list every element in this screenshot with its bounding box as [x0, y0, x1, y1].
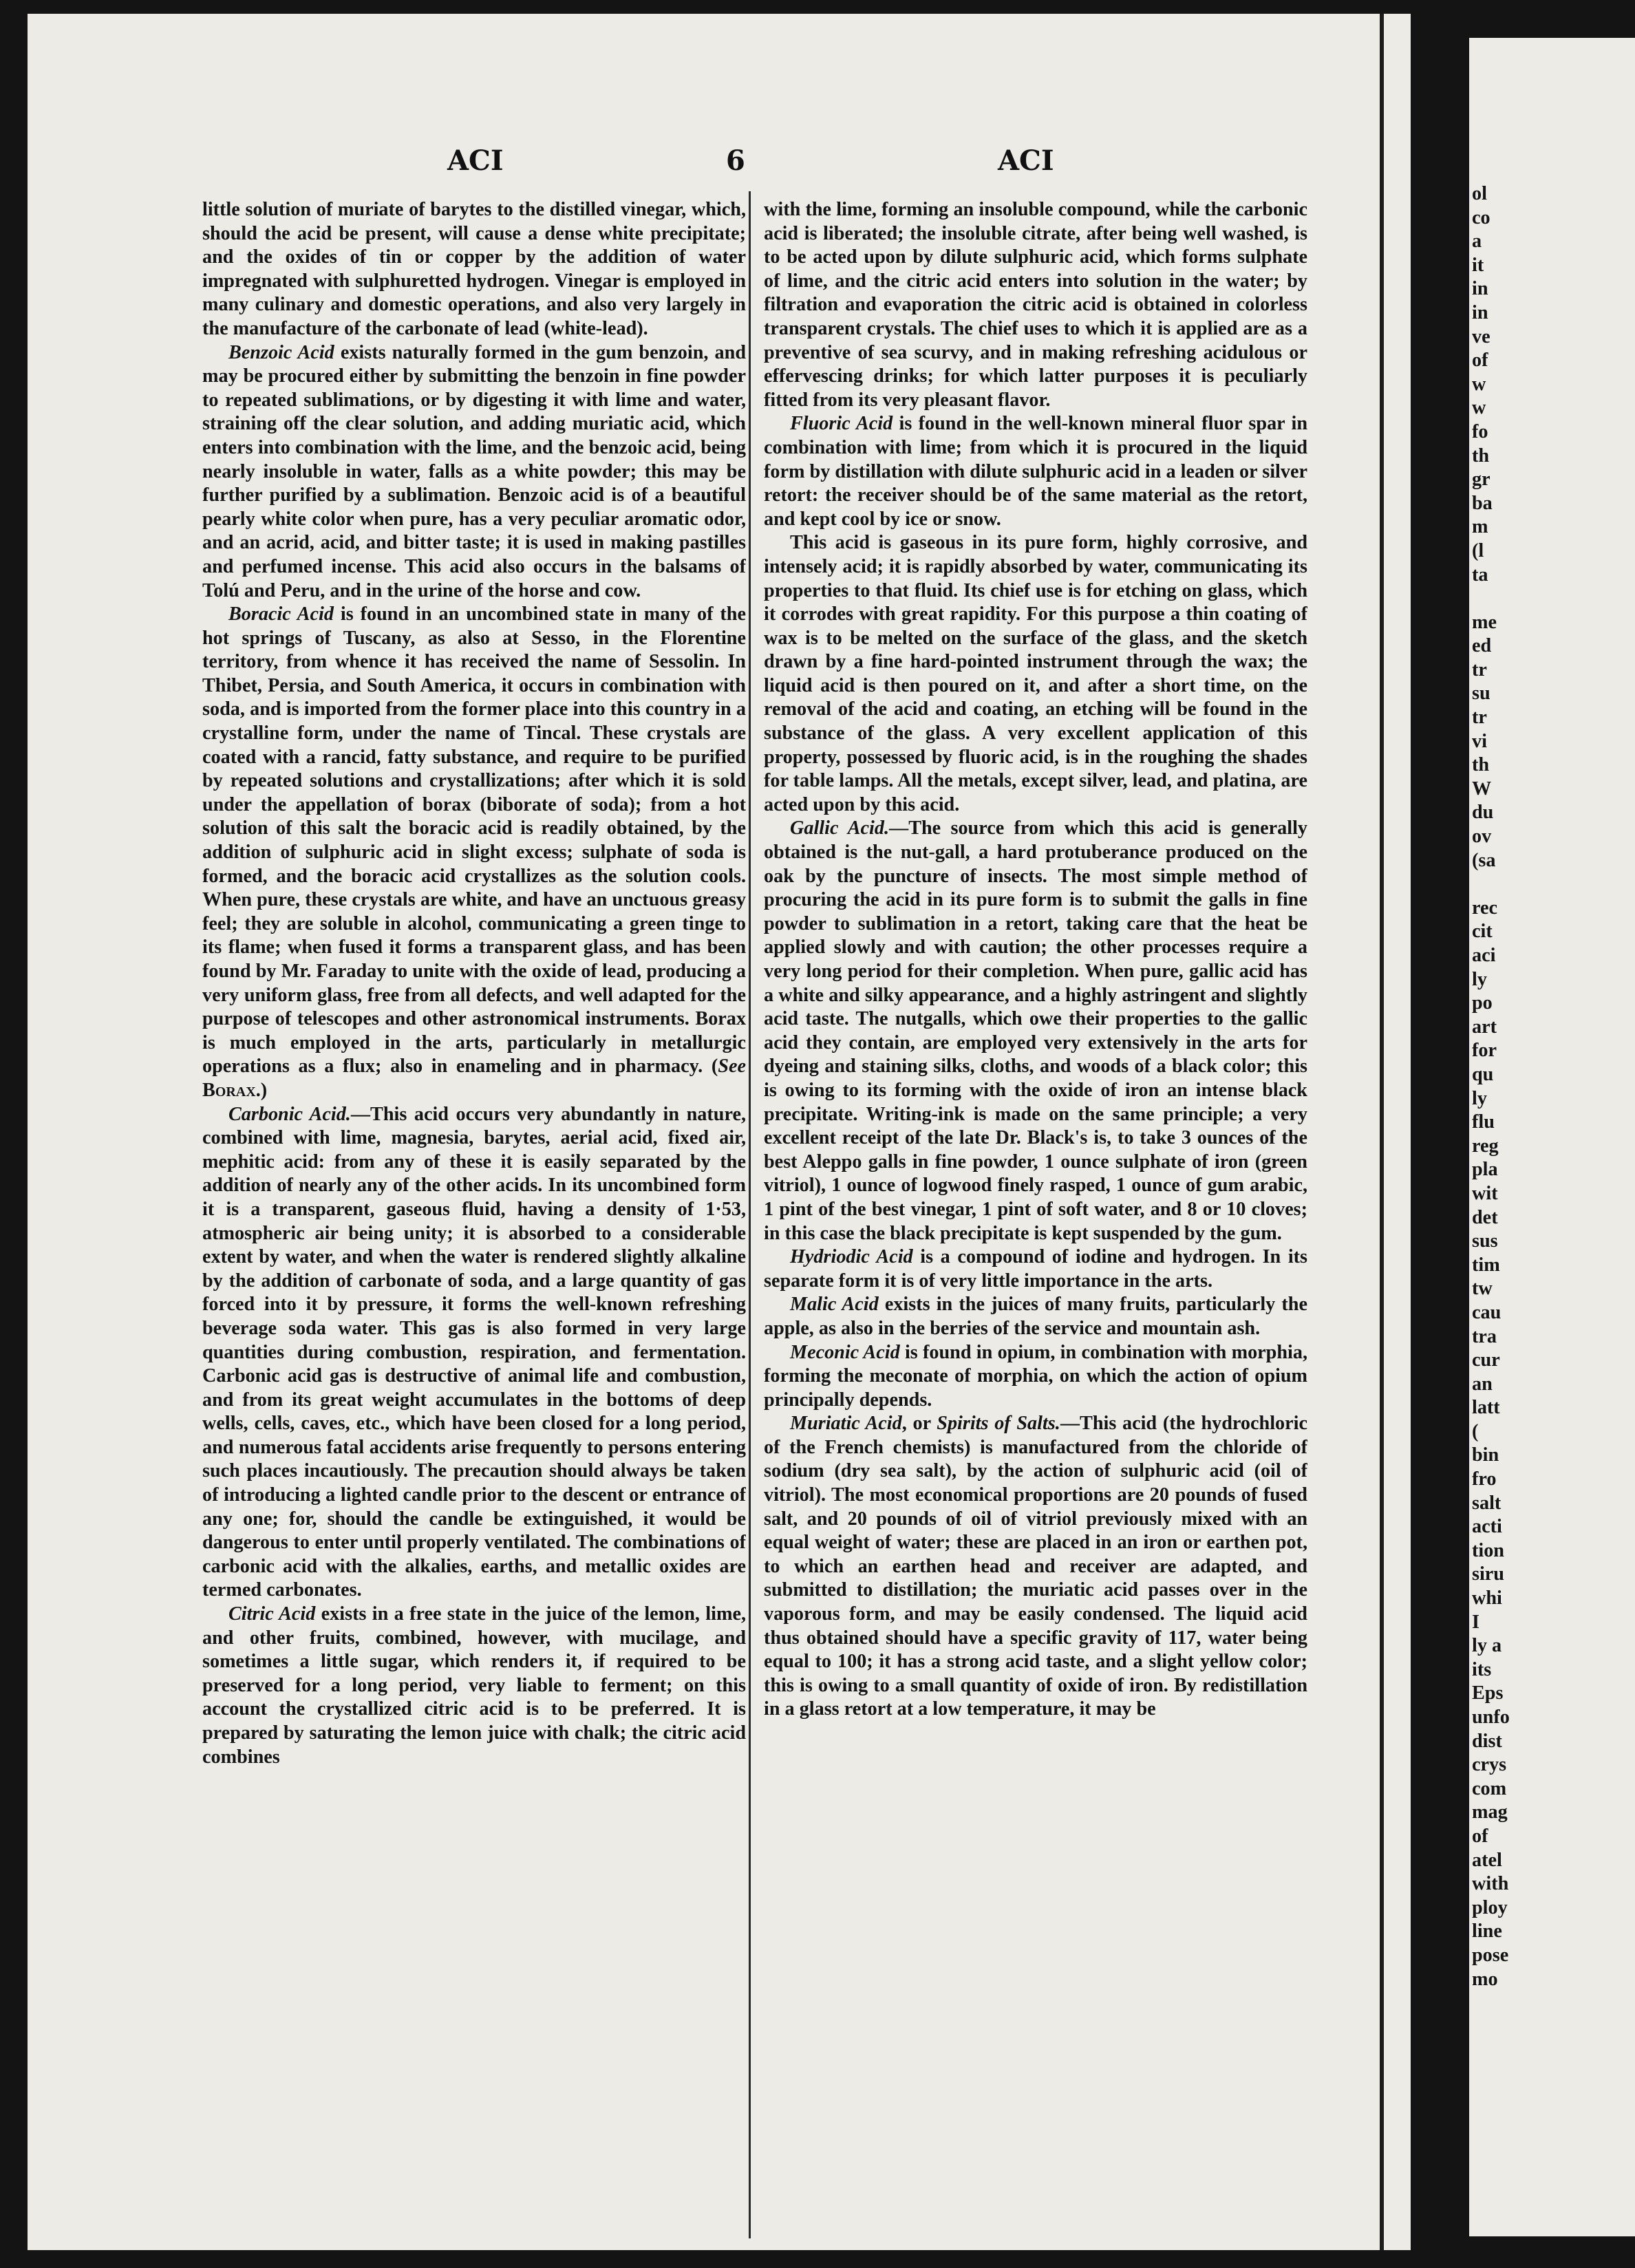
term-citric-acid: Citric Acid	[228, 1603, 316, 1625]
right-column	[764, 198, 1307, 2235]
term-malic-acid: Malic Acid	[790, 1294, 879, 1316]
left-column	[202, 198, 746, 2235]
book-page	[28, 14, 1411, 2250]
term-hydriodic-acid: Hydriodic Acid	[790, 1246, 913, 1268]
term-spirits-of-salts: Spirits of Salts.	[937, 1413, 1060, 1435]
paragraph-boracic-acid: Boracic Acid is found in an uncombined state in many of the hot springs of Tuscany, as also at Sesso, in the Florentine territory, from whence it has received the name of Sessolin. In Thibet, Persia, and South America, it occurs in combination with soda, and is imported from the former place into this country in a crystalline form, under the name of Tincal. These crystals are coated with a rancid, fatty substance, and require to be purified by repeated solutions and crystallizations; after which it is sold under the appellation of borax (biborate of soda); from a hot solution of this salt the boracic acid is readily obtained, by the addition of sulphuric acid in slight excess; sulphate of soda is formed, and the boracic acid crystallizes as the solution cools. When pure, these crystals are white, and have an unctuous greasy feel; they are soluble in alcohol, communicating a green tinge to its flame; when fused it forms a transparent glass, and has been found by Mr. Faraday to unite with the oxide of lead, producing a very uniform glass, free from all defects, and well adapted for the purpose of telescopes and other astronomical instruments. Borax is much employed in the arts, particularly in metallurgic operations as a flux; also in enameling and in pharmacy. (See Borax.)	[202, 603, 746, 1101]
paragraph-carbonic-acid: Carbonic Acid.—This acid occurs very abundantly in nature, combined with lime, magnesia, barytes, aerial acid, fixed air, mephitic acid: from any of these it is easily separated by the addition of nearly any of the other acids. In its uncombined form it is a transparent, gaseous fluid, having a density of 1·53, atmospheric air being unity; it is absorbed to a considerable extent by water, and when the water is rendered slightly alkaline by the addition of carbonate of soda, and a large quantity of gas forced into it by pressure, it forms the well-known refreshing beverage soda water. This gas is also formed in very large quantities during combustion, respiration, and fermentation. Carbonic acid gas is destructive of animal life and combustion, and from its great weight accumulates in the bottoms of deep wells, cells, caves, etc., which have been closed for a long period, and numerous fatal accidents arise frequently to persons entering such places incautiously. The precaution should always be taken of introducing a lighted candle prior to the descent or entrance of any one; for, should the candle be extinguished, it would be dangerous to enter until properly ventilated. The combinations of carbonic acid with the alkalies, earths, and metallic oxides are termed carbonates.	[202, 1103, 746, 1601]
running-head	[28, 145, 1411, 186]
running-head-right: ACI	[998, 145, 1054, 177]
cross-reference-borax: Borax	[202, 1079, 256, 1101]
adjacent-page-edge	[1469, 38, 1635, 2236]
term-muriatic-acid: Muriatic Acid	[790, 1413, 902, 1435]
running-head-left: ACI	[447, 145, 504, 177]
column-divider	[749, 191, 751, 2238]
paragraph-malic-acid: Malic Acid exists in the juices of many fruits, particularly the apple, as also in the berries of the service and mountain ash.	[764, 1294, 1307, 1339]
page-edge-shadow	[1380, 14, 1384, 2250]
paragraph-fluoric-acid-uses: This acid is gaseous in its pure form, highly corrosive, and intensely acid; it is rapidly absorbed by water, communicating its properties to that fluid. Its chief use is for etching on glass, which it corrodes with great rapidity. For this purpose a thin coating of wax is to be melted on the surface of the glass, and the sketch drawn by a fine hard-pointed instrument through the wax; the liquid acid is then poured on it, and after a short time, on the removal of the acid and coating, an etching will be found in the substance of the glass. A very excellent application of this property, possessed by fluoric acid, is in the roughing the shades for table lamps. All the metals, except silver, lead, and platina, are acted upon by this acid.	[764, 532, 1307, 815]
adjacent-page-text-fragments: ol co a it in in ve of w w fo th gr ba m (l ta me ed tr su tr vi th W du ov (sa rec cit aci ly po art for qu ly flu reg pla wit det sus tim tw cau tra cur an latt ( bin fro salt acti tion siru whi I ly a its Eps unfo dist crys com mag of atel with ploy line pose mo	[1472, 183, 1510, 1990]
term-boracic-acid: Boracic Acid	[228, 603, 334, 625]
paragraph-hydriodic-acid: Hydriodic Acid is a compound of iodine and hydrogen. In its separate form it is of very little importance in the arts.	[764, 1246, 1307, 1292]
paragraph-gallic-acid: Gallic Acid.—The source from which this acid is generally obtained is the nut-gall, a hard protuberance produced on the oak by the puncture of insects. The most simple method of procuring the acid in its pure form is to submit the galls in fine powder to sublimation in a retort, taking care that the heat be applied slowly and with caution; the other processes require a very long period for their completion. When pure, gallic acid has a white and silky appearance, and a highly astringent and slightly acid taste. The nutgalls, which owe their properties to the gallic acid they contain, are employed very extensively in the arts for dyeing and staining silks, cloths, and woods of a black color; this is owing to its forming with the oxide of iron an intense black precipitate. Writing-ink is made on the same principle; a very excellent receipt of the late Dr. Black's is, to take 3 ounces of the best Aleppo galls in fine powder, 1 ounce sulphate of iron (green vitriol), 1 ounce of logwood finely rasped, 1 ounce of gum arabic, 1 pint of the best vinegar, 1 pint of soft water, and 8 or 10 cloves; in this case the black precipitate is kept suspended by the gum.	[764, 817, 1307, 1244]
paragraph-fluoric-acid: Fluoric Acid is found in the well-known mineral fluor spar in combination with lime; from which it is procured in the liquid form by distillation with dilute sulphuric acid in a leaden or silver retort: the receiver should be of the same material as the retort, and kept cool by ice or snow.	[764, 413, 1307, 530]
paragraph-benzoic-acid: Benzoic Acid exists naturally formed in the gum benzoin, and may be procured either by submitting the benzoin in fine powder to repeated sublimations, or by digesting it with lime and water, straining off the clear solution, and adding muriatic acid, which enters into combination with the lime, and the benzoic acid, being nearly insoluble in water, falls as a white powder; this may be further purified by a sublimation. Benzoic acid is of a beautiful pearly white color when pure, has a very peculiar aromatic odor, and an acrid, acid, and bitter taste; it is used in making pastilles and perfumed incense. This acid also occurs in the balsams of Tolú and Peru, and in the urine of the horse and cow.	[202, 341, 746, 601]
paragraph-meconic-acid: Meconic Acid is found in opium, in combination with morphia, forming the meconate of morphia, on which the action of opium principally depends.	[764, 1341, 1307, 1411]
paragraph-citric-acid: Citric Acid exists in a free state in the juice of the lemon, lime, and other fruits, combined, however, with mucilage, and sometimes a little sugar, which renders it, if required to be preserved for a long period, very liable to ferment; on this account the crystallized citric acid is to be preferred. It is prepared by saturating the lemon juice with chalk; the citric acid combines	[202, 1603, 746, 1768]
paragraph-citric-acid-cont: with the lime, forming an insoluble compound, while the carbonic acid is liberated; the insoluble citrate, after being well washed, is to be acted upon by dilute sulphuric acid, which forms sulphate of lime, and the citric acid enters into solution in the water; by filtration and evaporation the citric acid is obtained in colorless transparent crystals. The chief uses to which it is applied are as a preventive of sea scurvy, and in making refreshing acidulous or effervescing drinks; for which latter purposes it is peculiarly fitted from its very pleasant flavor.	[764, 199, 1307, 411]
term-carbonic-acid: Carbonic Acid.	[228, 1103, 351, 1125]
term-meconic-acid: Meconic Acid	[790, 1341, 900, 1363]
paragraph-vinegar-cont: little solution of muriate of barytes to the distilled vinegar, which, should the acid be present, will cause a dense white precipitate; and the oxides of tin or copper by the addition of water impregnated with sulphuretted hydrogen. Vinegar is employed in many culinary and domestic operations, and also very largely in the manufacture of the carbonate of lead (white-lead).	[202, 199, 746, 339]
term-fluoric-acid: Fluoric Acid	[790, 413, 893, 435]
term-gallic-acid: Gallic Acid.	[790, 817, 889, 839]
term-benzoic-acid: Benzoic Acid	[228, 341, 334, 363]
paragraph-muriatic-acid: Muriatic Acid, or Spirits of Salts.—This acid (the hydrochloric of the French chemists) is manufactured from the chloride of sodium (dry sea salt), by the action of sulphuric acid (oil of vitriol). The most economical proportions are 20 pounds of fused salt, and 20 pounds of oil of vitriol previously mixed with an equal weight of water; these are placed in an iron or earthen pot, to which an earthen head and receiver are adapted, and submitted to distillation; the muriatic acid passes over in the vaporous form, and may be easily condensed. The liquid acid thus obtained should have a specific gravity of 117, water being equal to 100; it has a strong acid taste, and a slight yellow color; this is owing to a small quantity of oxide of iron. By redistillation in a glass retort at a low temperature, it may be	[764, 1413, 1307, 1720]
page-number: 6	[726, 145, 745, 177]
